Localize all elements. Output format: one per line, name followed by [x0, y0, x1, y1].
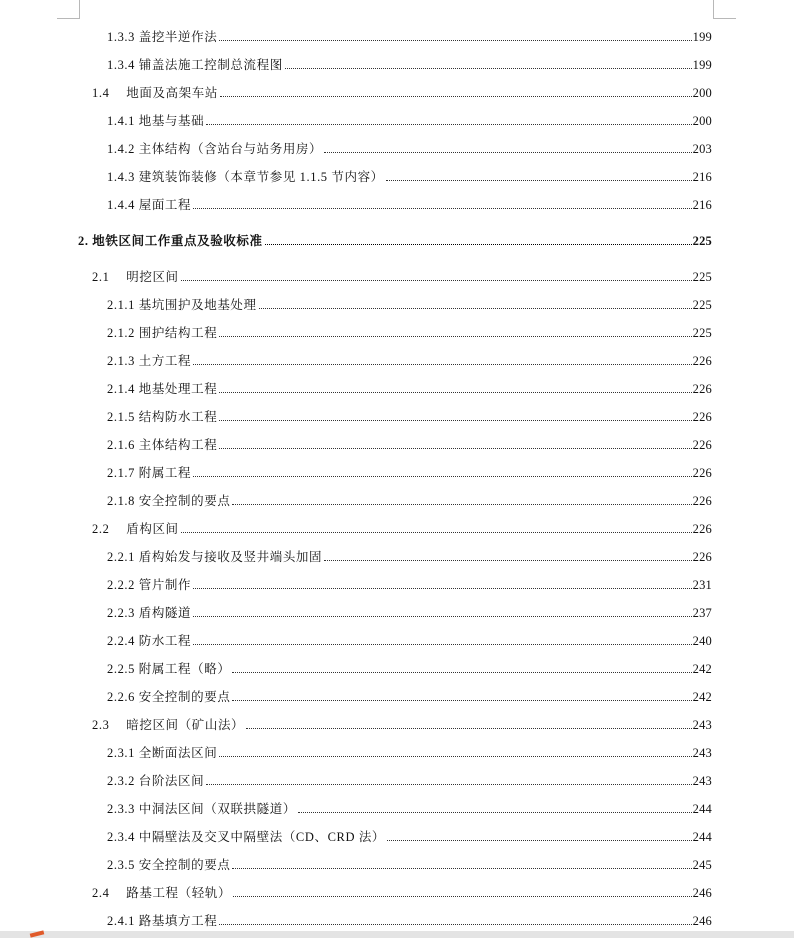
toc-leader-dots: [246, 728, 691, 729]
toc-leader-dots: [219, 336, 691, 337]
toc-entry-title: 2.1.2 围护结构工程: [107, 326, 218, 340]
toc-leader-dots: [219, 448, 691, 449]
toc-leader-dots: [219, 392, 691, 393]
toc-entry-page-number: 244: [692, 830, 712, 844]
toc-entry-page-number: 244: [692, 802, 712, 816]
toc-entry-page-number: 226: [692, 438, 712, 452]
toc-entry-title: 2.2 盾构区间: [92, 522, 179, 536]
toc-entry[interactable]: [107, 688, 712, 706]
toc-entry-title: 2.3.3 中洞法区间（双联拱隧道）: [107, 802, 296, 816]
toc-entry[interactable]: [107, 140, 712, 158]
toc-entry-page-number: 226: [692, 466, 712, 480]
toc-entry[interactable]: [107, 548, 712, 566]
toc-entry-page-number: 226: [692, 522, 712, 536]
toc-entry[interactable]: [107, 828, 712, 846]
toc-leader-dots: [324, 152, 692, 153]
toc-entry[interactable]: [107, 196, 712, 214]
toc-leader-dots: [259, 308, 692, 309]
toc-entry[interactable]: [107, 800, 712, 818]
page-corner-mark-left: [57, 0, 80, 19]
toc-entry-page-number: 225: [692, 326, 712, 340]
toc-entry-title: 1.4.1 地基与基础: [107, 114, 205, 128]
toc-entry-page-number: 225: [692, 270, 712, 284]
toc-entry-page-number: 200: [692, 114, 712, 128]
toc-entry-title: 1.4 地面及高架车站: [92, 86, 218, 100]
toc-entry-page-number: 225: [692, 234, 712, 248]
toc-leader-dots: [219, 40, 691, 41]
toc-entry[interactable]: [107, 632, 712, 650]
toc-entry[interactable]: [92, 716, 712, 734]
toc-entry-page-number: 225: [692, 298, 712, 312]
toc-entry[interactable]: [107, 464, 712, 482]
toc-entry-page-number: 226: [692, 494, 712, 508]
toc-leader-dots: [232, 504, 691, 505]
toc-entry-title: 2.2.5 附属工程（略）: [107, 662, 231, 676]
toc-entry-title: 2.1 明挖区间: [92, 270, 179, 284]
toc-entry-title: 2.3.4 中隔壁法及交叉中隔壁法（CD、CRD 法）: [107, 830, 386, 844]
toc-leader-dots: [324, 560, 692, 561]
page-corner-mark-right: [713, 0, 736, 19]
toc-entry-title: 2.1.3 土方工程: [107, 354, 192, 368]
toc-entry-page-number: 243: [692, 746, 712, 760]
toc-entry-title: 2.1.5 结构防水工程: [107, 410, 218, 424]
toc-entry[interactable]: [107, 380, 712, 398]
toc-entry[interactable]: [107, 576, 712, 594]
toc-entry[interactable]: [107, 408, 712, 426]
toc-entry-title: 1.3.3 盖挖半逆作法: [107, 30, 218, 44]
toc-entry[interactable]: [107, 436, 712, 454]
toc-leader-dots: [233, 896, 692, 897]
toc-entry-title: 1.4.4 屋面工程: [107, 198, 192, 212]
toc-entry-page-number: 237: [692, 606, 712, 620]
toc-entry-title: 2.4.1 路基填方工程: [107, 914, 218, 928]
toc-entry-title: 1.3.4 铺盖法施工控制总流程图: [107, 58, 283, 72]
toc-entry-title: 2.3.1 全断面法区间: [107, 746, 218, 760]
toc-entry[interactable]: [107, 660, 712, 678]
toc-entry-title: 2.2.1 盾构始发与接收及竖井端头加固: [107, 550, 323, 564]
toc-leader-dots: [285, 68, 692, 69]
toc-leader-dots: [219, 420, 691, 421]
toc-entry-title: 2.1.7 附属工程: [107, 466, 192, 480]
toc-leader-dots: [206, 124, 691, 125]
toc-entry-title: 2.1.4 地基处理工程: [107, 382, 218, 396]
toc-leader-dots: [387, 840, 692, 841]
toc-leader-dots: [193, 588, 692, 589]
toc-entry-title: 2.4 路基工程（轻轨）: [92, 886, 232, 900]
toc-leader-dots: [220, 96, 692, 97]
toc-entry-page-number: 199: [692, 30, 712, 44]
toc-entry[interactable]: [107, 604, 712, 622]
toc-leader-dots: [193, 208, 692, 209]
page-bottom-edge: [0, 931, 794, 938]
toc-leader-dots: [219, 924, 691, 925]
toc-entry-title: 2.2.2 管片制作: [107, 578, 192, 592]
toc-entry[interactable]: [78, 232, 712, 250]
toc-entry[interactable]: [92, 84, 712, 102]
toc-entry-page-number: 245: [692, 858, 712, 872]
toc-entry-title: 2.2.6 安全控制的要点: [107, 690, 231, 704]
toc-entry-page-number: 242: [692, 662, 712, 676]
toc-entry-page-number: 216: [692, 170, 712, 184]
toc-entry-page-number: 199: [692, 58, 712, 72]
toc-entry-page-number: 203: [692, 142, 712, 156]
toc-entry[interactable]: [107, 56, 712, 74]
toc-entry[interactable]: [107, 352, 712, 370]
toc-leader-dots: [232, 868, 691, 869]
toc-leader-dots: [193, 364, 692, 365]
toc-entry[interactable]: [107, 112, 712, 130]
toc-entry[interactable]: [107, 324, 712, 342]
toc-entry-page-number: 240: [692, 634, 712, 648]
toc-leader-dots: [206, 784, 691, 785]
toc-leader-dots: [193, 476, 692, 477]
toc-entry-title: 2.1.1 基坑围护及地基处理: [107, 298, 257, 312]
toc-leader-dots: [181, 280, 692, 281]
toc-entry-title: 2.3 暗挖区间（矿山法）: [92, 718, 245, 732]
toc-entry[interactable]: [107, 296, 712, 314]
toc-leader-dots: [232, 672, 691, 673]
toc-entry-page-number: 200: [692, 86, 712, 100]
toc-entry-title: 2.3.2 台阶法区间: [107, 774, 205, 788]
toc-entry-title: 2.2.3 盾构隧道: [107, 606, 192, 620]
toc-entry[interactable]: [107, 772, 712, 790]
toc-entry-title: 1.4.3 建筑装饰装修（本章节参见 1.1.5 节内容）: [107, 170, 384, 184]
toc-entry-page-number: 226: [692, 550, 712, 564]
toc-entry[interactable]: [92, 884, 712, 902]
toc-entry-title: 2.2.4 防水工程: [107, 634, 192, 648]
toc-entry[interactable]: [107, 28, 712, 46]
toc-leader-dots: [386, 180, 692, 181]
toc-entry-page-number: 226: [692, 410, 712, 424]
toc-entry-page-number: 246: [692, 886, 712, 900]
toc-entry-page-number: 226: [692, 354, 712, 368]
toc-entry[interactable]: [107, 168, 712, 186]
toc-entry-page-number: 226: [692, 382, 712, 396]
toc-entry[interactable]: [107, 856, 712, 874]
toc-entry[interactable]: [92, 520, 712, 538]
toc-entry-title: 1.4.2 主体结构（含站台与站务用房）: [107, 142, 323, 156]
toc-entry-title: 2.1.8 安全控制的要点: [107, 494, 231, 508]
toc-entry[interactable]: [92, 268, 712, 286]
toc-entry-title: 2.1.6 主体结构工程: [107, 438, 218, 452]
toc-leader-dots: [193, 616, 692, 617]
toc-leader-dots: [181, 532, 692, 533]
toc-leader-dots: [265, 244, 692, 245]
toc-leader-dots: [232, 700, 691, 701]
toc-entry-title: 2.3.5 安全控制的要点: [107, 858, 231, 872]
toc-entry-page-number: 246: [692, 914, 712, 928]
toc-entry[interactable]: [107, 492, 712, 510]
toc-leader-dots: [193, 644, 692, 645]
toc-entry-title: 2. 地铁区间工作重点及验收标准: [78, 234, 263, 248]
toc-entry-page-number: 243: [692, 718, 712, 732]
toc-entry-page-number: 242: [692, 690, 712, 704]
toc-entry-page-number: 243: [692, 774, 712, 788]
toc-entry-page-number: 216: [692, 198, 712, 212]
toc-leader-dots: [298, 812, 692, 813]
toc-leader-dots: [219, 756, 691, 757]
toc-entry[interactable]: [107, 744, 712, 762]
toc-entry[interactable]: [107, 912, 712, 930]
toc-entry-page-number: 231: [692, 578, 712, 592]
